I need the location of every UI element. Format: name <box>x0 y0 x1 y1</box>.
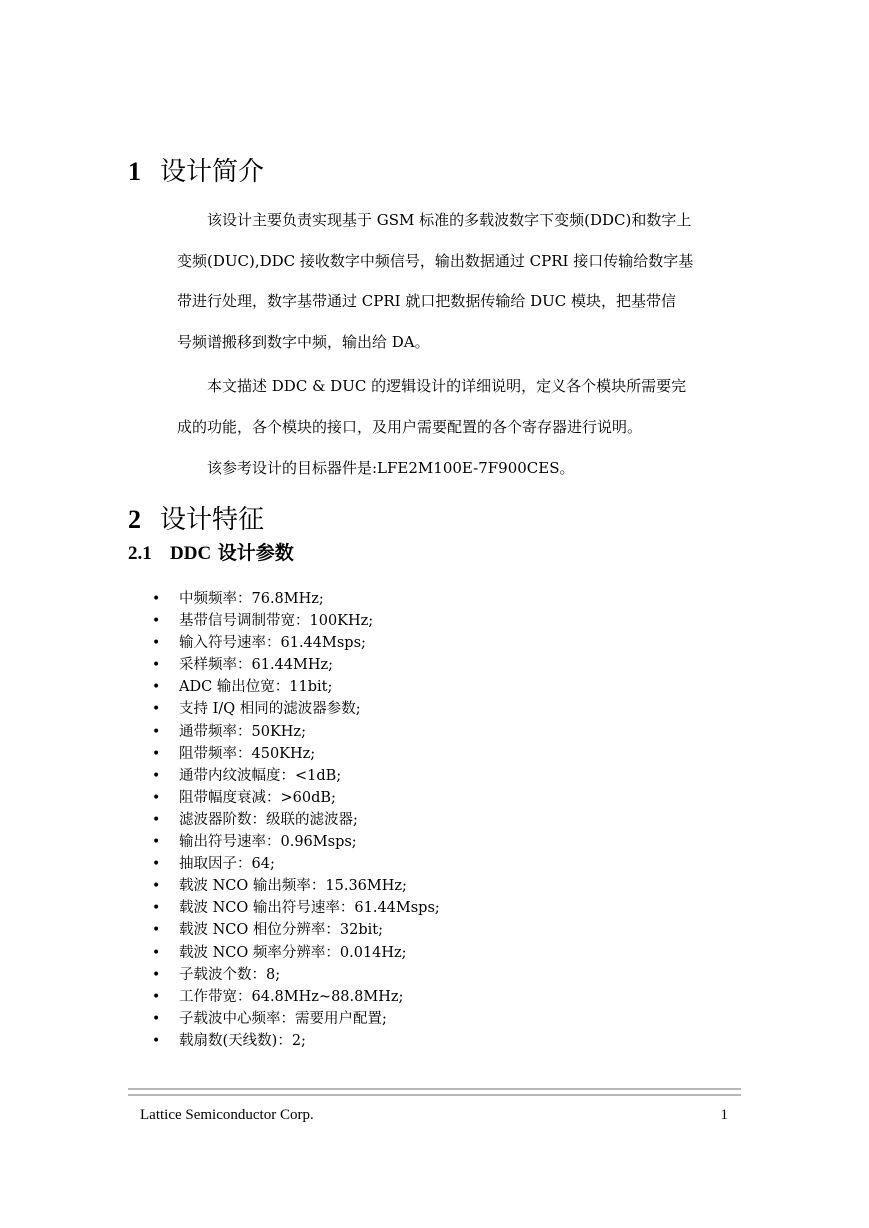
bullet-icon: • <box>152 922 161 939</box>
paragraph-line: 该设计主要负责实现基于 GSM 标准的多载波数字下变频(DDC)和数字上 <box>207 211 692 229</box>
list-item <box>152 1008 440 1030</box>
paragraph-line: 带进行处理，数字基带通过 CPRI 就口把数据传输给 DUC 模块，把基带信 <box>177 292 677 310</box>
list-item <box>152 809 440 831</box>
list-item <box>152 698 440 720</box>
subsection-title: 设计参数 <box>211 542 294 564</box>
bullet-icon: • <box>152 1010 161 1027</box>
bullet-icon: • <box>152 701 161 718</box>
intro-paragraph-2 <box>177 366 747 447</box>
list-item <box>152 919 440 941</box>
bullet-icon: • <box>152 878 161 895</box>
list-item-text: 载扇数(天线数)：2; <box>179 1032 306 1049</box>
list-item-text: 阻带幅度衰减：>60dB; <box>179 789 336 806</box>
paragraph-line: 变频(DUC),DDC 接收数字中频信号，输出数据通过 CPRI 接口传输给数字基 <box>177 251 694 270</box>
bullet-icon: • <box>152 723 161 740</box>
bullet-icon: • <box>152 988 161 1005</box>
bullet-icon: • <box>152 900 161 917</box>
section-number: 1 <box>128 157 141 186</box>
bullet-icon: • <box>152 635 161 652</box>
bullet-icon: • <box>152 591 161 607</box>
list-item <box>152 1030 440 1052</box>
list-item-text: 输出符号速率：0.96Msps; <box>179 834 357 851</box>
bullet-icon: • <box>152 811 161 828</box>
subsection-number: 2.1 <box>128 543 152 564</box>
list-item-text: 载波 NCO 输出频率：15.36MHz; <box>179 878 407 895</box>
bullet-icon: • <box>152 1032 161 1049</box>
footer-divider <box>128 1088 741 1096</box>
footer-company: Lattice Semiconductor Corp. <box>140 1107 314 1123</box>
intro-paragraph-1 <box>177 200 747 362</box>
bullet-icon: • <box>152 767 161 784</box>
intro-paragraph-3 <box>177 448 747 489</box>
list-item <box>152 743 440 765</box>
bullet-icon: • <box>152 745 161 762</box>
list-item <box>152 721 440 743</box>
list-item-text: 载波 NCO 输出符号速率：61.44Msps; <box>179 900 440 917</box>
list-item-text: 支持 I/Q 相同的滤波器参数; <box>179 701 361 718</box>
list-item <box>152 897 440 919</box>
bullet-icon: • <box>152 613 161 630</box>
list-item-text: 子载波中心频率：需要用户配置; <box>179 1010 387 1027</box>
list-item-text: 输入符号速率：61.44Msps; <box>179 635 366 652</box>
subsection-heading <box>128 541 294 566</box>
bullet-icon: • <box>152 679 161 696</box>
list-item <box>152 632 440 654</box>
list-item <box>152 765 440 787</box>
section-number: 2 <box>128 505 141 534</box>
parameter-list <box>152 588 440 1052</box>
section-heading-1 <box>128 157 264 187</box>
list-item-text: ADC 输出位宽：11bit; <box>179 679 333 696</box>
list-item <box>152 654 440 676</box>
list-item <box>152 588 440 610</box>
bullet-icon: • <box>152 944 161 961</box>
list-item-text: 载波 NCO 相位分辨率：32bit; <box>179 922 383 939</box>
paragraph-line: 该参考设计的目标器件是:LFE2M100E-7F900CES。 <box>207 459 575 477</box>
paragraph-line: 成的功能，各个模块的接口，及用户需要配置的各个寄存器进行说明。 <box>177 417 643 436</box>
list-item-text: 采样频率：61.44MHz; <box>179 657 334 674</box>
list-item-text: 抽取因子：64; <box>179 856 275 873</box>
section-title: 设计特征 <box>160 505 265 535</box>
list-item <box>152 787 440 809</box>
list-item <box>152 676 440 698</box>
list-item-text: 基带信号调制带宽：100KHz; <box>179 613 374 630</box>
bullet-icon: • <box>152 856 161 873</box>
section-heading-2 <box>128 505 264 535</box>
list-item <box>152 831 440 853</box>
bullet-icon: • <box>152 789 161 806</box>
page-number: 1 <box>720 1107 728 1123</box>
list-item-text: 中频频率：76.8MHz; <box>179 591 324 607</box>
list-item-text: 通带内纹波幅度：<1dB; <box>179 767 342 784</box>
list-item-text: 滤波器阶数：级联的滤波器; <box>179 811 358 828</box>
paragraph-line: 号频谱搬移到数字中频，输出给 DA。 <box>177 332 430 351</box>
list-item <box>152 964 440 986</box>
bullet-icon: • <box>152 966 161 983</box>
bullet-icon: • <box>152 657 161 674</box>
list-item-text: 阻带频率：450KHz; <box>179 745 316 762</box>
section-title: 设计简介 <box>160 157 265 187</box>
paragraph-line: 本文描述 DDC & DUC 的逻辑设计的详细说明，定义各个模块所需要完 <box>207 377 687 395</box>
list-item <box>152 986 440 1008</box>
list-item <box>152 875 440 897</box>
list-item-text: 子载波个数：8; <box>179 966 281 983</box>
list-item-text: 通带频率：50KHz; <box>179 723 306 740</box>
bullet-icon: • <box>152 834 161 851</box>
subsection-title-en: DDC <box>170 543 212 564</box>
list-item <box>152 610 440 632</box>
list-item-text: 工作带宽：64.8MHz~88.8MHz; <box>179 988 404 1005</box>
list-item <box>152 853 440 875</box>
list-item <box>152 942 440 964</box>
list-item-text: 载波 NCO 频率分辨率：0.014Hz; <box>179 944 407 961</box>
